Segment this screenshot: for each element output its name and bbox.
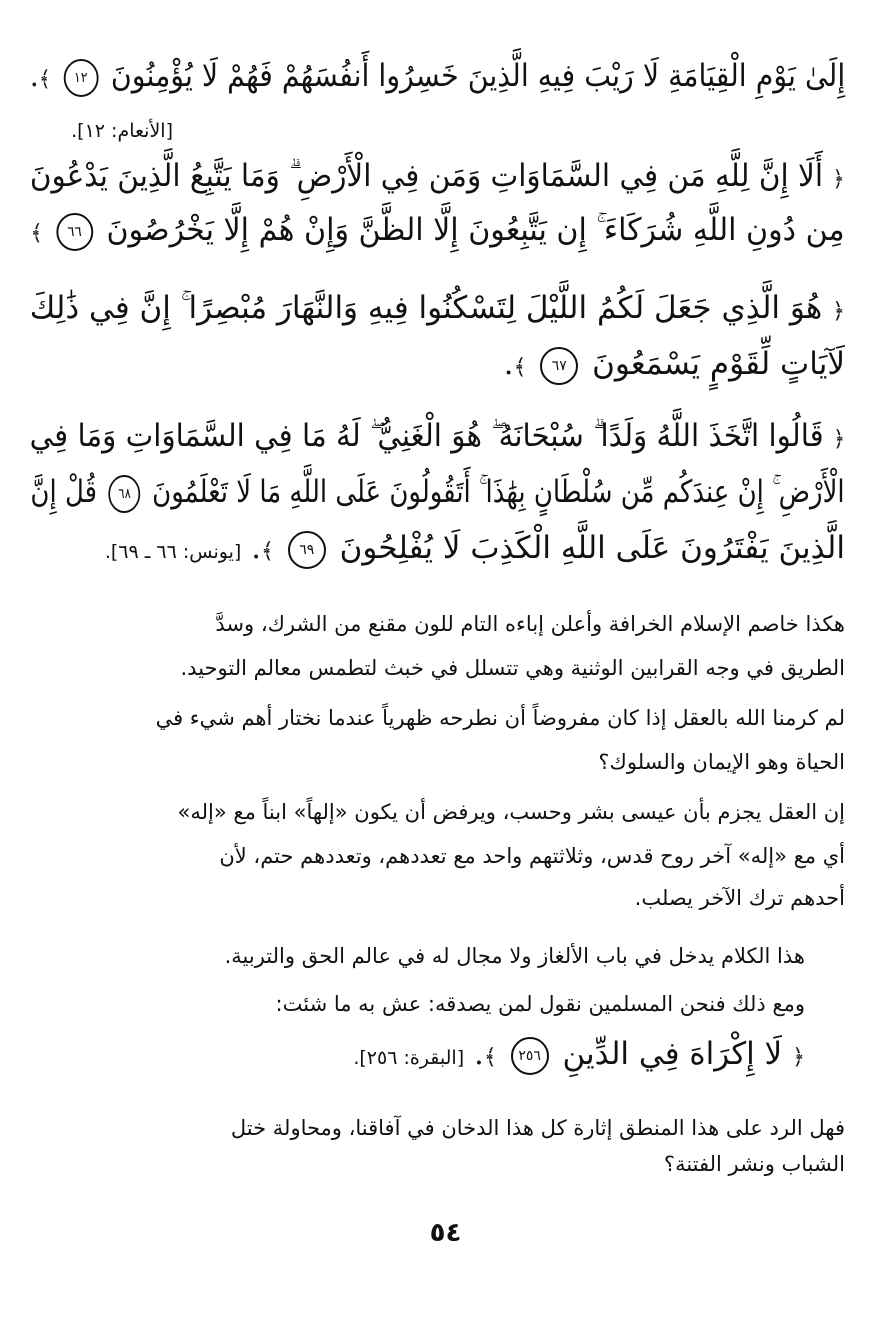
verse-text: إِلَىٰ يَوْمِ الْقِيَامَةِ لَا رَيْبَ فِيهِ الَّذِينَ خَسِرُوا أَنفُسَهُمْ فَهُمْ لَا يُؤْمِنُونَ [110,58,845,94]
paragraph-3-line-1: إن العقل يجزم بأن عيسى بشر وحسب، ويرفض أن يكون «إلهاً» ابناً مع «إله» [177,800,845,824]
paragraph-3-line-3: أحدهم ترك الآخر يصلب. [634,886,845,910]
page-number: ٥٤ [429,1218,462,1248]
verse-text: مِن دُونِ اللَّهِ شُرَكَاءَ ۚ إِن يَتَّبِعُونَ إِلَّا الظَّنَّ وَإِنْ هُمْ إِلَّا يَخْرُصُونَ [106,212,845,248]
verse-3-line-2 [504,346,845,385]
verse-1-line-1 [30,58,845,97]
paragraph-6-line-2: الشباب ونشر الفتنة؟ [663,1152,845,1176]
paragraph-3-line-2: أي مع «إله» آخر روح قدس، وثلاثتهم واحد مع تعددهم، وتعددهم حتم، لأن [219,844,845,868]
paragraph-4: هذا الكلام يدخل في باب الألغاز ولا مجال له في عالم الحق والتربية. [224,944,805,968]
verse-5 [353,1036,805,1075]
paragraph-2-line-1: لم كرمنا الله بالعقل إذا كان مفروضاً أن نطرحه ظهرياً عندما نختار أهم شيء في [155,706,845,730]
close-bracket-ornament: ﴾ [513,355,527,380]
paragraph-1-line-2: الطريق في وجه القرابين الوثنية وهي تتسلل في خبث لتطمس معالم التوحيد. [180,656,845,680]
verse-4-line-1 [29,418,845,455]
paragraph-5: ومع ذلك فنحن المسلمين نقول لمن يصدقه: عش به ما شئت: [275,992,805,1016]
paragraph-1-line-1: هكذا خاصم الإسلام الخرافة وأعلن إباءه التام للون مقنع من الشرك، وسدَّ [215,612,845,636]
verse-number-marker: ١٢ [63,59,98,97]
close-bracket-ornament: ﴾ [38,67,51,92]
verse-text: الْأَرْضِ ۚ إِنْ عِندَكُم مِّن سُلْطَانٍ بِهَٰذَا ۚ أَتَقُولُونَ عَلَى اللَّهِ مَا لَا تَعْلَمُونَ [152,474,846,510]
verse-3-line-1 [30,290,845,327]
verse-text: قَالُوا اتَّخَذَ اللَّهُ وَلَدًا ۗ سُبْحَانَهُ ۖ هُوَ الْغَنِيُّ ۖ لَهُ مَا فِي السَّمَاوَاتِ وَمَا فِي [29,418,824,454]
verse-text: لَا إِكْرَاهَ فِي الدِّينِ [562,1036,783,1072]
open-bracket-ornament: ﴿ [832,427,845,452]
open-bracket-ornament: ﴿ [832,299,845,324]
verse-number-marker: ٦٦ [57,213,94,251]
verse-text: هُوَ الَّذِي جَعَلَ لَكُمُ اللَّيْلَ لِتَسْكُنُوا فِيهِ وَالنَّهَارَ مُبْصِرًا ۚ إِنَّ فِي ذَٰلِكَ [29,290,823,326]
verse-text-continuation: قُلْ إِنَّ [30,474,98,510]
verse-number-marker: ٦٨ [109,475,141,513]
close-bracket-ornament: ﴾ [30,221,44,246]
paragraph-6-line-1: فهل الرد على هذا المنطق إثارة كل هذا الدخان في آفاقنا، ومحاولة ختل [230,1116,845,1140]
period: . [29,58,39,94]
paragraph-2-line-2: الحياة وهو الإيمان والسلوك؟ [598,750,845,774]
close-bracket-ornament: ﴾ [483,1045,497,1070]
close-bracket-ornament: ﴾ [260,539,274,564]
verse-2-line-1 [30,158,845,195]
verse-number-marker: ٦٩ [288,531,326,569]
period: . [473,1036,484,1072]
verse-4-line-2 [31,474,845,513]
period: . [251,530,261,566]
open-bracket-ornament: ﴿ [832,167,845,192]
verse-4-line-3 [105,530,845,569]
verse-number-marker: ٦٧ [540,347,578,385]
period: . [503,346,514,382]
verse-1-reference: [الأنعام: ١٢]. [71,120,173,142]
verse-text: لَآيَاتٍ لِّقَوْمٍ يَسْمَعُونَ [592,346,845,382]
verse-number-marker: ٢٥٦ [511,1037,549,1075]
verse-text: أَلَا إِنَّ لِلَّهِ مَن فِي السَّمَاوَاتِ وَمَن فِي الْأَرْضِ ۗ وَمَا يَتَّبِعُ الَّذِينَ يَدْعُونَ [30,158,824,194]
verse-text: الَّذِينَ يَفْتَرُونَ عَلَى اللَّهِ الْكَذِبَ لَا يُفْلِحُونَ [339,530,845,566]
open-bracket-ornament: ﴿ [792,1045,805,1070]
verse-2-line-2 [31,212,845,251]
verse-4-reference: [يونس: ٦٦ ـ ٦٩]. [104,541,242,563]
verse-5-reference: [البقرة: ٢٥٦]. [353,1047,465,1069]
